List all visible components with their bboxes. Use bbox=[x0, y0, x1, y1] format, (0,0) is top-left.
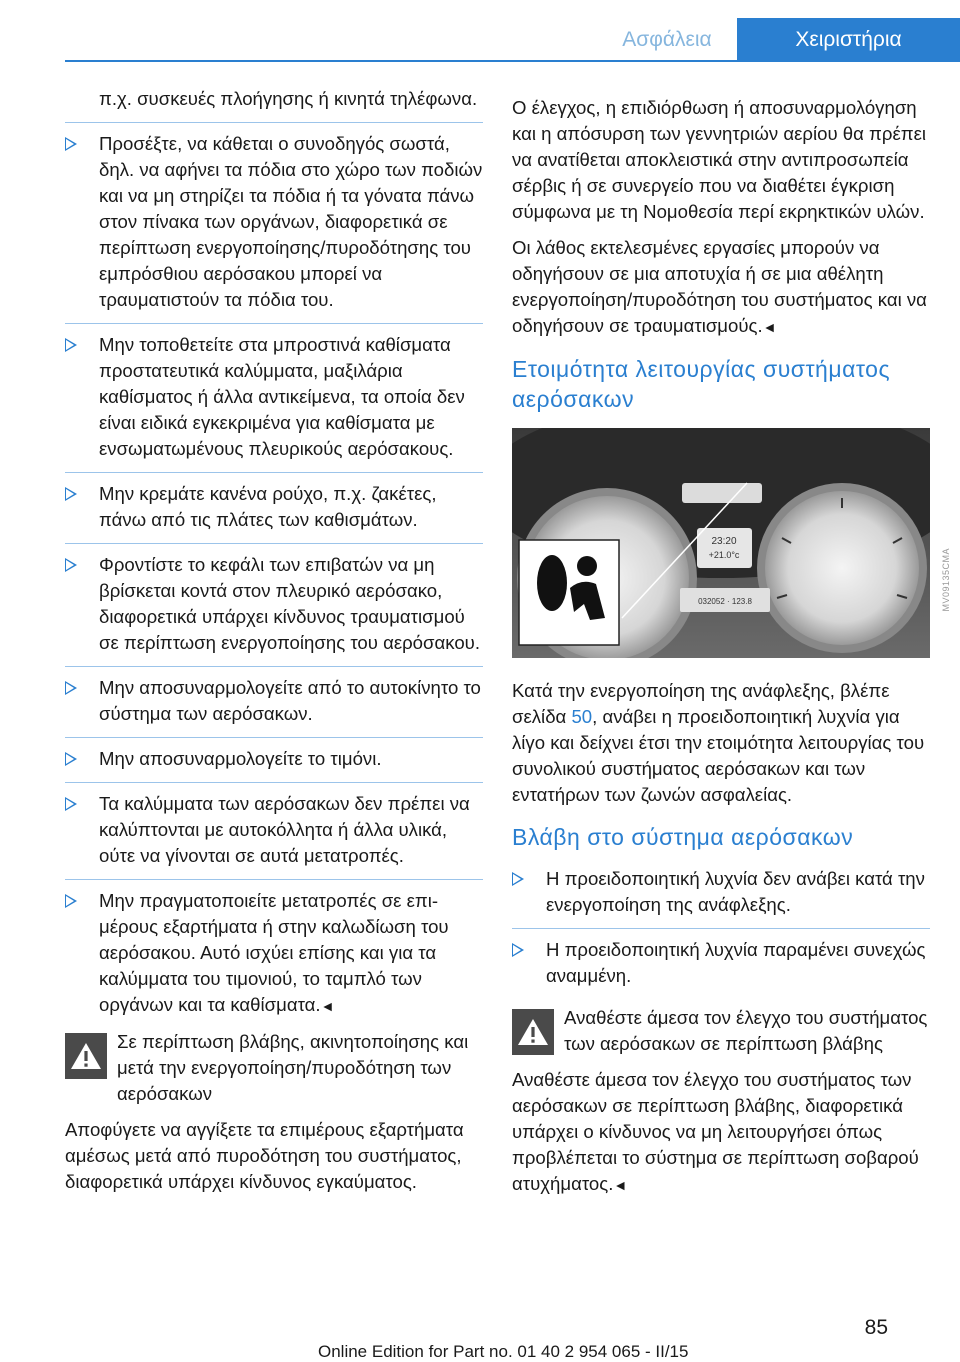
bullet-divider bbox=[65, 737, 483, 738]
bullet-triangle-icon bbox=[512, 872, 524, 886]
display-time: 23:20 bbox=[711, 536, 737, 547]
warning-triangle-icon bbox=[512, 1009, 554, 1055]
bullet-triangle-icon bbox=[65, 338, 77, 352]
instrument-cluster-image bbox=[512, 428, 930, 658]
list-item: Μην πραγματοποιείτε μετατροπές σε επιμέρους εξαρτήματα ή στην καλωδίωση του αερόσακου. Αυτό ισχύει επίσης και για τα καλύμματα του τιμονιού, το ταμπλό των οργάνων και τα καθίσματα.◄ bbox=[65, 888, 483, 1019]
paragraph: Οι λάθος εκτελεσμένες εργασίες μπορούν να οδηγήσουν σε μια αποτυχία ή σε μια αθέλητη ενεργοποίηση/πυροδότηση του συστήματος και να οδηγήσουν σε τραυματισμούς.◄ bbox=[512, 237, 927, 336]
warning-triangle-icon bbox=[65, 1033, 107, 1079]
list-item: Τα καλύμματα των αερόσακων δεν πρέπει να καλύπτονται με αυτοκόλλητα ή άλλα υλικά, ούτε να γίνονται σε αυτά μετατροπές. bbox=[65, 791, 483, 869]
bullet-divider bbox=[65, 122, 483, 123]
warning-title: Αναθέστε άμεσα τον έλεγχο του συστήματος των αερόσακων σε περίπτωση βλάβης bbox=[564, 1007, 928, 1054]
bullet-divider bbox=[512, 928, 930, 929]
bullet-triangle-icon bbox=[65, 752, 77, 766]
warning-text: Αποφύγετε να αγγίξετε τα επιμέρους εξαρτήματα αμέσως μετά από πυροδότηση του συστήματος, διαφορετικά υπάρχει κίνδυνος εγκαύματος. bbox=[65, 1119, 464, 1192]
list-item: Μην κρεμάτε κανένα ρούχο, π.χ. ζακέτες, πάνω από τις πλάτες των καθισμάτων. bbox=[65, 481, 483, 533]
end-marker: ◄ bbox=[762, 319, 777, 335]
list-item: Η προειδοποιητική λυχνία δεν ανάβει κατά την ενεργοποίηση της ανάφλεξης. bbox=[512, 866, 930, 918]
warning-text: Αναθέστε άμεσα τον έλεγχο του συστήματος των αερόσακων σε περίπτωση βλάβης, διαφορετικά υπάρχει ο κίνδυνος να μη λειτουργήσει όπως προβλέπεται το σύστημα σε περίπτωση σοβαρού ατυχήματος.◄ bbox=[512, 1069, 919, 1194]
bullet-triangle-icon bbox=[65, 558, 77, 572]
list-item: Η προειδοποιητική λυχνία παραμένει συνεχώς αναμμένη. bbox=[512, 937, 930, 989]
bullet-divider bbox=[65, 472, 483, 473]
list-item: Μην αποσυναρμολογείτε το τιμόνι. bbox=[65, 746, 483, 772]
paragraph: Κατά την ενεργοποίηση της ανάφλεξης, βλέπε σελίδα 50, ανάβει η προειδοποιητική λυχνία για λίγο και δείχνει έτσι την ετοιμότητα λειτουργίας του συνολικού συστήματος αερόσακων και των εντατήρων των ζωνών ασφαλείας. bbox=[512, 680, 925, 805]
bullet-triangle-icon bbox=[65, 681, 77, 695]
instrument-cluster-photo bbox=[512, 428, 951, 658]
page-number: 85 bbox=[864, 1316, 888, 1339]
paragraph: Ο έλεγχος, η επιδιόρθωση ή αποσυναρμολόγηση και η απόσυρση των γεννητριών αερίου θα πρέπει να ανατίθεται αποκλειστικά στην αντιπροσωπεία σέρβις ή σε συνεργείο που να διαθέτει έγκριση σύμφωνα με τη Νομοθεσία περί εκρηκτικών υλών. bbox=[512, 97, 926, 222]
display-odometer: 032052 · 123.8 bbox=[698, 597, 752, 606]
bullet-triangle-icon bbox=[65, 487, 77, 501]
warning-block bbox=[512, 1005, 930, 1057]
bullet-divider bbox=[65, 666, 483, 667]
bullet-triangle-icon bbox=[512, 943, 524, 957]
section-title: Ετοιμότητα λειτουργίας συστήματος αερόσακων bbox=[512, 356, 891, 412]
bullet-triangle-icon bbox=[65, 137, 77, 151]
airbag-warning-lamp-icon bbox=[519, 540, 619, 645]
list-item: Μην τοποθετείτε στα μπροστινά καθίσματα προστατευτικά καλύμματα, μαξιλάρια καθίσματος ή άλλα αντικείμενα, τα οποία δεν είναι ειδικά εγκεκριμένα για καθίσματα με ενσωματωμένους πλευρικούς αερόσακους. bbox=[65, 332, 483, 462]
end-marker: ◄ bbox=[320, 998, 335, 1014]
bullet-triangle-icon bbox=[65, 797, 77, 811]
bullet-divider bbox=[65, 543, 483, 544]
list-item: Προσέξτε, να κάθεται ο συνοδηγός σωστά, δηλ. να αφήνει τα πόδια στο χώρο των ποδιών και να μη στηρίζει τα πόδια ή τα γόνατα πάνω στον πίνακα των οργάνων, διαφορετικά σε περίπτωση ενεργοποίησης/πυροδότησης του εμπρόσθιου αερόσακου μπορεί να τραυματιστούν τα πόδια του. bbox=[65, 131, 483, 313]
bullet-triangle-icon bbox=[65, 894, 77, 908]
end-marker: ◄ bbox=[613, 1177, 628, 1193]
left-column bbox=[65, 86, 483, 1205]
footer-edition: Online Edition for Part no. 01 40 2 954 065 - II/15 bbox=[318, 1342, 689, 1361]
list-item: Μην αποσυναρμολογείτε από το αυτοκίνητο το σύστημα των αερόσακων. bbox=[65, 675, 483, 727]
continuation-text: π.χ. συσκευές πλοήγησης ή κινητά τηλέφωνα. bbox=[99, 88, 478, 109]
page-header bbox=[0, 0, 960, 62]
list-item: Φροντίστε το κεφάλι των επιβατών να μη βρίσκεται κοντά στον πλευρικό αερόσακο, διαφορετικά υπάρχει κίνδυνος τραυματισμού σε περίπτωση ενεργοποίησης του αερόσακου. bbox=[65, 552, 483, 656]
warning-block bbox=[65, 1029, 483, 1107]
warning-title: Σε περίπτωση βλάβης, ακινητοποίησης και μετά την ενεργοποίηση/πυροδότηση των αερόσακων bbox=[117, 1031, 469, 1104]
page-reference-link[interactable]: 50 bbox=[571, 706, 593, 727]
right-column bbox=[512, 95, 951, 1208]
display-temp: +21.0°c bbox=[708, 550, 740, 560]
image-code: MV09135CMA bbox=[941, 548, 951, 612]
bullet-divider bbox=[65, 323, 483, 324]
bullet-divider bbox=[65, 879, 483, 880]
section-title: Βλάβη στο σύστημα αερόσακων bbox=[512, 824, 854, 850]
header-chapter-label: Χειριστήρια bbox=[737, 18, 960, 62]
header-rule bbox=[65, 60, 960, 62]
header-section-label: Ασφάλεια bbox=[622, 28, 712, 51]
bullet-divider bbox=[65, 782, 483, 783]
